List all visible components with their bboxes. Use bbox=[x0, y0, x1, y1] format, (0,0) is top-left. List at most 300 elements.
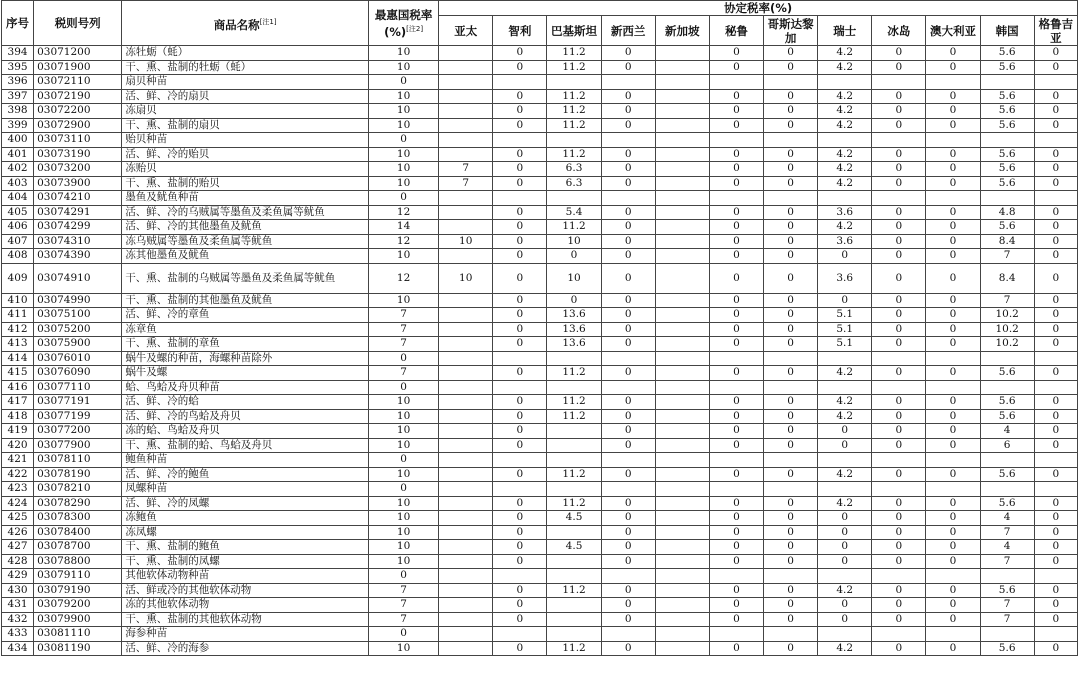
cell-code: 03079190 bbox=[34, 583, 122, 598]
cell-code: 03075100 bbox=[34, 308, 122, 323]
cell-rate: 0 bbox=[926, 176, 980, 191]
cell-rate: 5.6 bbox=[980, 467, 1034, 482]
cell-rate: 0 bbox=[709, 409, 763, 424]
cell-code: 03078110 bbox=[34, 453, 122, 468]
cell-rate: 0 bbox=[926, 60, 980, 75]
header-name-note: [注1] bbox=[259, 17, 277, 26]
cell-rate bbox=[439, 249, 493, 264]
cell-rate: 11.2 bbox=[547, 583, 601, 598]
table-row bbox=[2, 249, 1078, 264]
cell-rate: 0 bbox=[764, 583, 818, 598]
cell-rate: 5.6 bbox=[980, 46, 1034, 61]
cell-rate: 0 bbox=[601, 337, 655, 352]
cell-rate: 0 bbox=[709, 220, 763, 235]
cell-rate: 0 bbox=[872, 409, 926, 424]
cell-rate: 0 bbox=[764, 322, 818, 337]
cell-seq: 394 bbox=[2, 46, 34, 61]
cell-rate: 0 bbox=[493, 496, 547, 511]
cell-rate: 0 bbox=[1034, 322, 1077, 337]
cell-name: 干、熏、盐制的蛤、鸟蛤及舟贝 bbox=[122, 438, 369, 453]
cell-rate: 0 bbox=[764, 118, 818, 133]
cell-mfn: 10 bbox=[368, 46, 438, 61]
cell-rate: 0 bbox=[493, 424, 547, 439]
table-row bbox=[2, 641, 1078, 656]
cell-rate: 0 bbox=[872, 438, 926, 453]
cell-rate: 0 bbox=[764, 511, 818, 526]
cell-code: 03073200 bbox=[34, 162, 122, 177]
table-row bbox=[2, 60, 1078, 75]
cell-name: 活、鲜、冷的鸟蛤及舟贝 bbox=[122, 409, 369, 424]
cell-rate: 0 bbox=[493, 46, 547, 61]
cell-rate: 0 bbox=[601, 322, 655, 337]
cell-rate: 0 bbox=[709, 162, 763, 177]
cell-rate: 0 bbox=[764, 147, 818, 162]
cell-rate: 0 bbox=[1034, 366, 1077, 381]
cell-rate bbox=[601, 627, 655, 642]
country-header: 格鲁吉亚 bbox=[1034, 16, 1077, 46]
cell-rate bbox=[655, 380, 709, 395]
cell-rate: 4.2 bbox=[818, 147, 872, 162]
cell-rate: 13.6 bbox=[547, 337, 601, 352]
cell-rate bbox=[926, 482, 980, 497]
cell-rate: 0 bbox=[764, 496, 818, 511]
cell-rate bbox=[493, 627, 547, 642]
cell-rate: 11.2 bbox=[547, 118, 601, 133]
cell-seq: 421 bbox=[2, 453, 34, 468]
cell-rate: 0 bbox=[926, 220, 980, 235]
cell-rate: 0 bbox=[709, 467, 763, 482]
cell-mfn: 10 bbox=[368, 395, 438, 410]
cell-rate bbox=[818, 351, 872, 366]
cell-seq: 433 bbox=[2, 627, 34, 642]
cell-rate: 4.5 bbox=[547, 511, 601, 526]
cell-rate bbox=[926, 75, 980, 90]
cell-rate: 0 bbox=[818, 525, 872, 540]
cell-rate: 0 bbox=[872, 395, 926, 410]
cell-rate: 0 bbox=[764, 641, 818, 656]
cell-code: 03079200 bbox=[34, 598, 122, 613]
cell-rate bbox=[926, 627, 980, 642]
cell-rate: 0 bbox=[1034, 104, 1077, 119]
cell-seq: 412 bbox=[2, 322, 34, 337]
cell-rate: 5.6 bbox=[980, 89, 1034, 104]
cell-rate: 0 bbox=[818, 293, 872, 308]
cell-name: 活、鲜、冷的蛤 bbox=[122, 395, 369, 410]
cell-seq: 405 bbox=[2, 205, 34, 220]
cell-seq: 400 bbox=[2, 133, 34, 148]
cell-mfn: 7 bbox=[368, 337, 438, 352]
cell-rate bbox=[439, 482, 493, 497]
cell-rate: 0 bbox=[818, 511, 872, 526]
cell-rate: 0 bbox=[926, 89, 980, 104]
cell-seq: 422 bbox=[2, 467, 34, 482]
cell-rate bbox=[764, 380, 818, 395]
cell-rate: 0 bbox=[601, 583, 655, 598]
cell-mfn: 7 bbox=[368, 612, 438, 627]
cell-rate bbox=[439, 598, 493, 613]
cell-rate bbox=[655, 598, 709, 613]
cell-rate: 0 bbox=[1034, 162, 1077, 177]
cell-mfn: 10 bbox=[368, 60, 438, 75]
cell-rate: 0 bbox=[764, 46, 818, 61]
cell-rate: 0 bbox=[926, 118, 980, 133]
cell-name: 扇贝种苗 bbox=[122, 75, 369, 90]
cell-rate: 0 bbox=[493, 612, 547, 627]
cell-rate bbox=[764, 453, 818, 468]
cell-name: 蜗牛及螺 bbox=[122, 366, 369, 381]
cell-name: 活、鲜、冷的海参 bbox=[122, 641, 369, 656]
cell-seq: 430 bbox=[2, 583, 34, 598]
country-header: 韩国 bbox=[980, 16, 1034, 46]
cell-rate: 11.2 bbox=[547, 104, 601, 119]
cell-code: 03076010 bbox=[34, 351, 122, 366]
cell-code: 03077900 bbox=[34, 438, 122, 453]
cell-seq: 401 bbox=[2, 147, 34, 162]
cell-name: 海参种苗 bbox=[122, 627, 369, 642]
cell-rate bbox=[926, 133, 980, 148]
cell-rate: 4.2 bbox=[818, 409, 872, 424]
table-row bbox=[2, 308, 1078, 323]
header-seq: 序号 bbox=[2, 1, 34, 46]
cell-rate: 0 bbox=[709, 641, 763, 656]
cell-code: 03075900 bbox=[34, 337, 122, 352]
cell-seq: 411 bbox=[2, 308, 34, 323]
cell-mfn: 10 bbox=[368, 104, 438, 119]
cell-rate: 5.6 bbox=[980, 583, 1034, 598]
table-row bbox=[2, 293, 1078, 308]
cell-rate: 7 bbox=[980, 293, 1034, 308]
cell-mfn: 0 bbox=[368, 380, 438, 395]
cell-rate: 0 bbox=[1034, 234, 1077, 249]
cell-rate bbox=[439, 60, 493, 75]
cell-seq: 434 bbox=[2, 641, 34, 656]
cell-rate bbox=[655, 191, 709, 206]
cell-rate: 0 bbox=[601, 293, 655, 308]
cell-rate bbox=[655, 147, 709, 162]
cell-rate bbox=[439, 46, 493, 61]
cell-rate bbox=[709, 380, 763, 395]
country-header: 澳大利亚 bbox=[926, 16, 980, 46]
cell-rate: 0 bbox=[926, 205, 980, 220]
cell-rate: 0 bbox=[493, 104, 547, 119]
cell-mfn: 10 bbox=[368, 118, 438, 133]
cell-rate: 6 bbox=[980, 438, 1034, 453]
cell-code: 03074291 bbox=[34, 205, 122, 220]
cell-seq: 416 bbox=[2, 380, 34, 395]
cell-rate: 5.4 bbox=[547, 205, 601, 220]
cell-rate: 0 bbox=[709, 337, 763, 352]
cell-rate: 0 bbox=[926, 540, 980, 555]
cell-rate bbox=[980, 453, 1034, 468]
cell-rate: 0 bbox=[493, 176, 547, 191]
cell-rate: 0 bbox=[872, 162, 926, 177]
cell-rate: 0 bbox=[601, 176, 655, 191]
table-row bbox=[2, 525, 1078, 540]
cell-mfn: 0 bbox=[368, 133, 438, 148]
table-row bbox=[2, 583, 1078, 598]
cell-rate: 4.2 bbox=[818, 583, 872, 598]
table-row bbox=[2, 482, 1078, 497]
cell-rate: 0 bbox=[818, 554, 872, 569]
cell-name: 活、鲜或冷的其他软体动物 bbox=[122, 583, 369, 598]
cell-mfn: 0 bbox=[368, 569, 438, 584]
cell-rate bbox=[764, 482, 818, 497]
cell-rate bbox=[655, 249, 709, 264]
cell-rate: 0 bbox=[872, 612, 926, 627]
cell-code: 03076090 bbox=[34, 366, 122, 381]
cell-rate bbox=[655, 104, 709, 119]
header-name bbox=[122, 1, 369, 46]
cell-rate: 0 bbox=[709, 205, 763, 220]
cell-rate: 0 bbox=[926, 337, 980, 352]
cell-rate bbox=[493, 482, 547, 497]
cell-rate bbox=[872, 75, 926, 90]
cell-mfn: 10 bbox=[368, 641, 438, 656]
cell-seq: 419 bbox=[2, 424, 34, 439]
cell-code: 03078210 bbox=[34, 482, 122, 497]
cell-seq: 404 bbox=[2, 191, 34, 206]
cell-rate: 0 bbox=[872, 263, 926, 293]
cell-rate: 5.6 bbox=[980, 60, 1034, 75]
cell-rate: 0 bbox=[872, 496, 926, 511]
cell-rate bbox=[655, 366, 709, 381]
cell-rate: 0 bbox=[764, 540, 818, 555]
cell-rate: 4.2 bbox=[818, 496, 872, 511]
cell-mfn: 7 bbox=[368, 322, 438, 337]
cell-rate bbox=[493, 133, 547, 148]
cell-rate bbox=[439, 583, 493, 598]
cell-rate: 0 bbox=[493, 220, 547, 235]
cell-rate bbox=[547, 482, 601, 497]
cell-rate: 0 bbox=[926, 162, 980, 177]
cell-rate bbox=[872, 482, 926, 497]
cell-rate: 0 bbox=[601, 641, 655, 656]
cell-rate: 0 bbox=[926, 147, 980, 162]
cell-seq: 402 bbox=[2, 162, 34, 177]
cell-rate: 0 bbox=[1034, 424, 1077, 439]
cell-rate: 0 bbox=[872, 220, 926, 235]
cell-rate: 0 bbox=[926, 409, 980, 424]
cell-rate bbox=[547, 453, 601, 468]
cell-rate: 0 bbox=[493, 322, 547, 337]
cell-rate: 7 bbox=[980, 554, 1034, 569]
cell-code: 03078290 bbox=[34, 496, 122, 511]
cell-rate: 0 bbox=[764, 598, 818, 613]
cell-rate: 0 bbox=[601, 60, 655, 75]
cell-mfn: 10 bbox=[368, 249, 438, 264]
cell-rate bbox=[601, 75, 655, 90]
cell-rate bbox=[764, 569, 818, 584]
header-mfn-label: 最惠国税率(%) bbox=[374, 7, 433, 39]
cell-rate: 0 bbox=[709, 540, 763, 555]
cell-rate bbox=[601, 453, 655, 468]
cell-rate: 5.1 bbox=[818, 322, 872, 337]
cell-rate bbox=[709, 569, 763, 584]
country-header: 巴基斯坦 bbox=[547, 16, 601, 46]
cell-mfn: 0 bbox=[368, 351, 438, 366]
cell-rate: 0 bbox=[764, 308, 818, 323]
cell-rate: 0 bbox=[764, 60, 818, 75]
cell-rate: 10 bbox=[439, 234, 493, 249]
cell-rate: 0 bbox=[493, 147, 547, 162]
cell-rate: 4.2 bbox=[818, 118, 872, 133]
cell-rate: 0 bbox=[926, 424, 980, 439]
cell-rate: 0 bbox=[1034, 525, 1077, 540]
cell-rate: 0 bbox=[709, 46, 763, 61]
cell-rate bbox=[547, 569, 601, 584]
cell-mfn: 0 bbox=[368, 453, 438, 468]
cell-rate: 0 bbox=[547, 293, 601, 308]
cell-rate: 8.4 bbox=[980, 234, 1034, 249]
cell-rate: 0 bbox=[601, 366, 655, 381]
cell-code: 03071200 bbox=[34, 46, 122, 61]
cell-rate: 0 bbox=[1034, 308, 1077, 323]
cell-rate: 0 bbox=[547, 249, 601, 264]
cell-name: 干、熏、盐制的鲍鱼 bbox=[122, 540, 369, 555]
cell-rate bbox=[439, 496, 493, 511]
cell-code: 03072110 bbox=[34, 75, 122, 90]
cell-mfn: 7 bbox=[368, 598, 438, 613]
cell-code: 03077191 bbox=[34, 395, 122, 410]
cell-rate: 5.6 bbox=[980, 395, 1034, 410]
cell-code: 03074299 bbox=[34, 220, 122, 235]
cell-seq: 397 bbox=[2, 89, 34, 104]
cell-name: 干、熏、盐制的贻贝 bbox=[122, 176, 369, 191]
cell-seq: 414 bbox=[2, 351, 34, 366]
cell-rate bbox=[709, 627, 763, 642]
table-row bbox=[2, 176, 1078, 191]
country-header: 智利 bbox=[493, 16, 547, 46]
tariff-table bbox=[1, 0, 1078, 656]
cell-rate: 0 bbox=[926, 322, 980, 337]
cell-rate bbox=[655, 395, 709, 410]
cell-rate bbox=[601, 380, 655, 395]
cell-rate: 0 bbox=[709, 366, 763, 381]
cell-code: 03079900 bbox=[34, 612, 122, 627]
table-row bbox=[2, 511, 1078, 526]
cell-rate: 5.6 bbox=[980, 641, 1034, 656]
cell-rate: 0 bbox=[872, 89, 926, 104]
cell-rate bbox=[655, 540, 709, 555]
cell-rate bbox=[818, 380, 872, 395]
cell-rate: 6.3 bbox=[547, 162, 601, 177]
cell-rate bbox=[439, 220, 493, 235]
cell-mfn: 10 bbox=[368, 293, 438, 308]
cell-rate bbox=[980, 380, 1034, 395]
cell-rate: 4.2 bbox=[818, 176, 872, 191]
country-header: 哥斯达黎加 bbox=[764, 16, 818, 46]
cell-rate: 0 bbox=[709, 293, 763, 308]
cell-code: 03073900 bbox=[34, 176, 122, 191]
cell-name: 冻凤螺 bbox=[122, 525, 369, 540]
cell-rate: 10.2 bbox=[980, 337, 1034, 352]
cell-rate: 0 bbox=[601, 438, 655, 453]
cell-rate bbox=[872, 133, 926, 148]
cell-rate: 0 bbox=[709, 511, 763, 526]
cell-rate: 0 bbox=[818, 598, 872, 613]
cell-rate: 10 bbox=[439, 263, 493, 293]
cell-rate bbox=[439, 569, 493, 584]
cell-name: 活、鲜、冷的凤螺 bbox=[122, 496, 369, 511]
cell-rate bbox=[709, 351, 763, 366]
cell-name: 冻的其他软体动物 bbox=[122, 598, 369, 613]
cell-rate bbox=[439, 205, 493, 220]
cell-rate: 0 bbox=[1034, 337, 1077, 352]
cell-rate bbox=[818, 75, 872, 90]
cell-rate: 0 bbox=[709, 104, 763, 119]
table-row bbox=[2, 46, 1078, 61]
cell-rate: 0 bbox=[709, 234, 763, 249]
cell-seq: 396 bbox=[2, 75, 34, 90]
cell-mfn: 10 bbox=[368, 162, 438, 177]
cell-rate: 0 bbox=[872, 511, 926, 526]
cell-rate: 0 bbox=[926, 46, 980, 61]
cell-rate bbox=[547, 612, 601, 627]
cell-name: 活、鲜、冷的乌贼属等墨鱼及柔鱼属等鱿鱼 bbox=[122, 205, 369, 220]
cell-rate bbox=[709, 191, 763, 206]
cell-rate bbox=[547, 380, 601, 395]
cell-rate bbox=[926, 453, 980, 468]
table-row bbox=[2, 337, 1078, 352]
cell-rate bbox=[601, 569, 655, 584]
cell-rate: 0 bbox=[601, 234, 655, 249]
cell-name: 干、熏、盐制的乌贼属等墨鱼及柔鱼属等鱿鱼 bbox=[122, 263, 369, 293]
cell-rate bbox=[1034, 133, 1077, 148]
cell-rate: 0 bbox=[872, 118, 926, 133]
cell-rate bbox=[926, 380, 980, 395]
cell-rate: 0 bbox=[1034, 205, 1077, 220]
cell-rate: 4.2 bbox=[818, 467, 872, 482]
table-row bbox=[2, 162, 1078, 177]
cell-rate: 11.2 bbox=[547, 641, 601, 656]
cell-rate: 0 bbox=[493, 366, 547, 381]
cell-rate bbox=[547, 598, 601, 613]
cell-rate: 0 bbox=[709, 583, 763, 598]
cell-mfn: 14 bbox=[368, 220, 438, 235]
cell-rate: 4.2 bbox=[818, 162, 872, 177]
header-agreed: 协定税率(%) bbox=[439, 1, 1078, 16]
cell-rate bbox=[547, 424, 601, 439]
table-row bbox=[2, 438, 1078, 453]
cell-rate bbox=[439, 554, 493, 569]
cell-mfn: 10 bbox=[368, 89, 438, 104]
cell-rate: 0 bbox=[709, 263, 763, 293]
cell-seq: 424 bbox=[2, 496, 34, 511]
cell-rate: 0 bbox=[1034, 46, 1077, 61]
cell-code: 03073190 bbox=[34, 147, 122, 162]
country-header: 新西兰 bbox=[601, 16, 655, 46]
cell-rate bbox=[601, 133, 655, 148]
cell-rate: 0 bbox=[818, 424, 872, 439]
cell-code: 03077200 bbox=[34, 424, 122, 439]
cell-name: 活、鲜、冷的章鱼 bbox=[122, 308, 369, 323]
table-row bbox=[2, 612, 1078, 627]
cell-rate: 0 bbox=[764, 395, 818, 410]
cell-rate: 0 bbox=[1034, 496, 1077, 511]
cell-rate: 4.2 bbox=[818, 220, 872, 235]
cell-rate: 0 bbox=[493, 598, 547, 613]
cell-rate bbox=[439, 424, 493, 439]
cell-seq: 407 bbox=[2, 234, 34, 249]
cell-rate: 0 bbox=[493, 60, 547, 75]
cell-rate: 0 bbox=[493, 511, 547, 526]
cell-rate bbox=[439, 467, 493, 482]
cell-rate: 0 bbox=[709, 598, 763, 613]
cell-rate: 0 bbox=[818, 612, 872, 627]
cell-rate bbox=[709, 133, 763, 148]
cell-rate bbox=[655, 612, 709, 627]
cell-rate bbox=[764, 75, 818, 90]
